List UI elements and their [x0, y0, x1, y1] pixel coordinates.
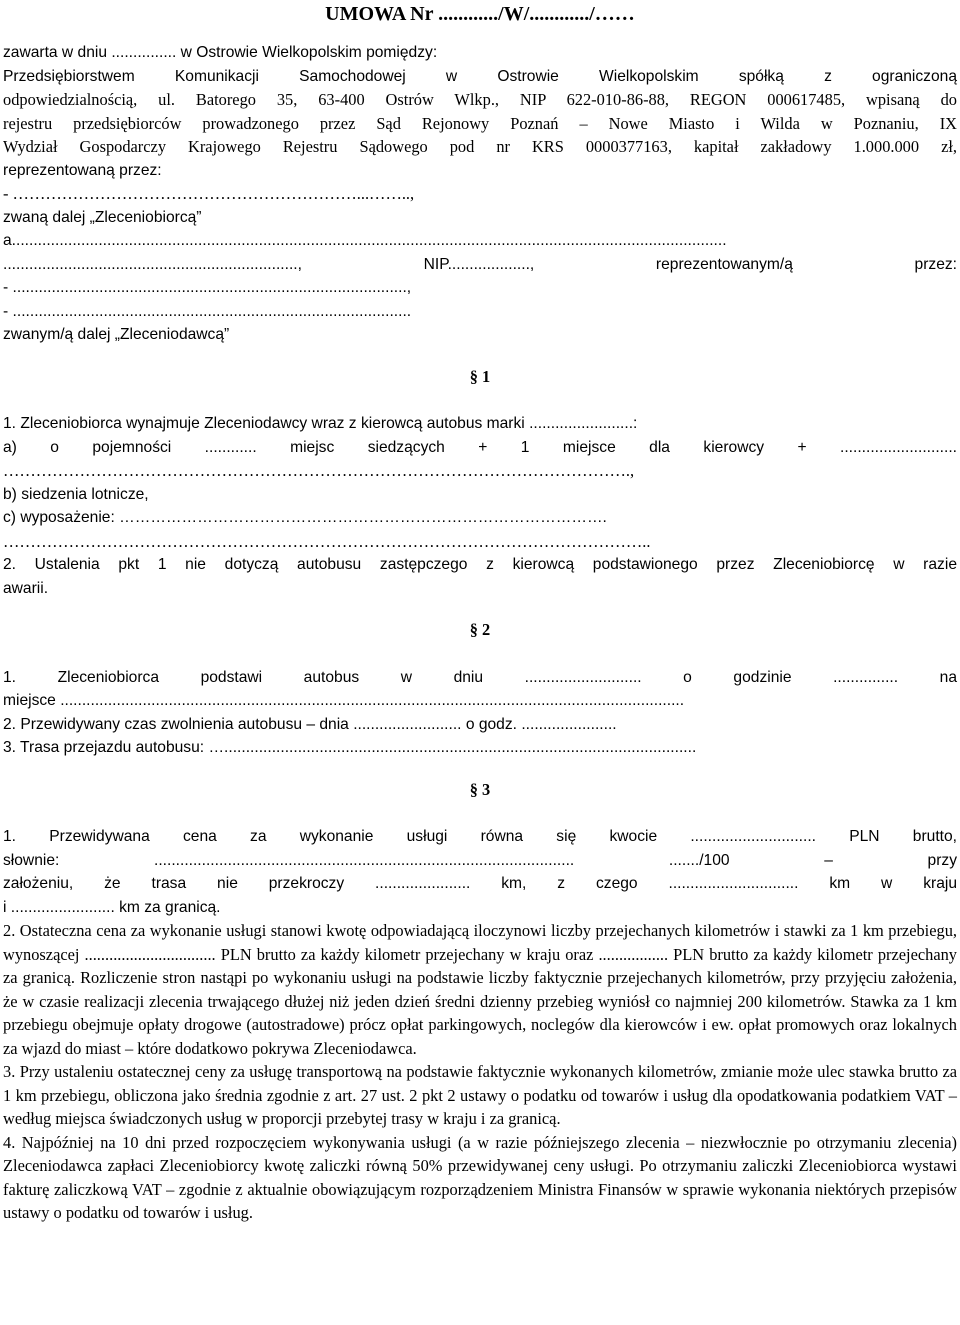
section-3: [3, 825, 957, 1225]
s1-line-2: a) o pojemności ............ miejsc siedzących + 1 miejsce dla kierowcy + ...........................: [3, 438, 957, 456]
intro-line-4: rejestru przedsiębiorców prowadzonego przez Sąd Rejonowy Poznań – Nowe Miasto i Wilda w Poznaniu, IX: [3, 113, 957, 133]
s2-line-4: 3. Trasa przejazdu autobusu: ….............................................................................................................: [3, 739, 697, 756]
s3-paragraph-4: 4. Najpóźniej na 10 dni przed rozpoczęciem wykonywania usługi (a w razie późniejszego zlecenia – niezwłocznie po otrzymaniu zlecenia) Zleceniodawca zapłaci Zleceniobiorcy kwotę zaliczki równą 50% przewidywanej ceny usługi. Po otrzymaniu zaliczki Zleceniobiorca wystawi fakturę zaliczkową VAT – zgodnie z aktualnie obowiązującym rozporządzeniem Ministra Finansów w sprawie wykonania niektórych przepisów ustawy o podatku od towarów i usług.: [3, 1132, 957, 1222]
intro-line-8: zwaną dalej „Zleceniobiorcą”: [3, 208, 202, 226]
s2-line-2: miejsce ................................................................................................................................................: [3, 692, 685, 709]
s3-paragraph-3: 3. Przy ustaleniu ostatecznej ceny za usługę transportową na podstawie faktycznie wykonanych kilometrów, zmianie może ulec stawka brutto za 1 km przebiegu, obliczona jako średnia zgodnie z art. 27 ust. 2 pkt 2 ustawy o podatku od towarów i usług dla opodatkowania podatkiem VAT – według miejsca świadczonych usług w proporcji przebytej trasy w kraju i za granicą.: [3, 1062, 957, 1128]
intro-line-10: ...................................................................., NIP..................., reprezentowanym/ą przez:: [3, 255, 957, 273]
section-1: [3, 412, 957, 600]
intro-line-6: reprezentowaną przez:: [3, 161, 162, 179]
document-title: UMOWA Nr ............/W/............/……: [325, 3, 635, 25]
intro-line-12: - ............................................................................................: [3, 302, 412, 320]
s1-line-4: b) siedzenia lotnicze,: [3, 485, 149, 503]
intro-line-3: odpowiedzialnością, ul. Batorego 35, 63-400 Ostrów Wlkp., NIP 622-010-86-88, REGON 000617485, wpisaną do: [3, 90, 957, 109]
s2-line-3: 2. Przewidywany czas zwolnienia autobusu – dnia ......................... o godz. ......................: [3, 715, 617, 733]
s3-line-2: słownie: ................................................................................................. ......./100 – przy: [3, 851, 957, 869]
s1-line-8: awarii.: [3, 579, 49, 597]
intro-line-5: Wydział Gospodarczy Krajowego Rejestru Sądowego pod nr KRS 0000377163, kapitał zakładowy 1.000.000 zł,: [3, 137, 957, 156]
intro-line-11: - ...........................................................................................,: [3, 279, 412, 296]
s3-paragraph-2: 2. Ostateczna cena za wykonanie usługi stanowi kwotę odpowiadającą iloczynowi liczby przejechanych kilometrów i stawki za 1 km przebiegu, wynoszącej ................................ PLN brutto za każdy kilometr przejechany w kraju oraz ................. PLN brutto za każdy kilometr przejechany za granicą. Rozliczenie stron nastąpi po wykonaniu usługi na podstawie liczby faktycznie przejechanych kilometrów, przy przyjęciu założenia, że w czasie realizacji zlecenia trwającego dłużej niż jeden dzień średni dzienny przebieg wyniósł co najmniej 200 kilometrów. Stawka za 1 km przebiegu obejmuje opłaty drogowe (autostradowe) prócz opłat parkingowych, noclegów dla kierowców i ew. opłat promowych oraz lokalnych za wjazd do miast – które dodatkowo pokrywa Zleceniodawca.: [3, 921, 957, 1058]
s1-line-7: 2. Ustalenia pkt 1 nie dotyczą autobusu zastępczego z kierowcą podstawionego przez Zleceniobiorcę w razie: [3, 556, 957, 573]
intro-line-9: a.....................................................................................................................................................................: [3, 232, 727, 249]
s1-line-1: 1. Zleceniobiorca wynajmuje Zleceniodawcy wraz z kierowcą autobus marki ........................:: [3, 415, 638, 432]
intro-line-13: zwanym/ą dalej „Zleceniodawcą”: [3, 326, 230, 343]
section-2-heading: § 2: [469, 620, 491, 639]
intro-line-7: - ………………………………………………………...……..,: [3, 184, 415, 203]
section-3-heading: § 3: [469, 779, 491, 799]
s3-line-1: 1. Przewidywana cena za wykonanie usługi równa się kwocie ............................. PLN brutto,: [3, 828, 957, 845]
section-2: [3, 666, 957, 760]
s3-line-4: i ........................ km za granicą.: [3, 898, 221, 916]
s1-line-6: ………………………………………………………………………………………………………..: [3, 531, 651, 551]
s2-line-1: 1. Zleceniobiorca podstawi autobus w dniu ........................... o godzinie ............... na: [3, 668, 957, 686]
s1-line-5: c) wyposażenie: ………………………………………………………………………………….: [3, 509, 607, 526]
s1-line-3: …………………………………………………………………………………………………….,: [3, 461, 635, 480]
intro-block: [3, 41, 957, 347]
intro-line-1: zawarta w dniu ............... w Ostrowie Wielkopolskim pomiędzy:: [3, 44, 438, 61]
intro-line-2: Przedsiębiorstwem Komunikacji Samochodowej w Ostrowie Wielkopolskim spółką z ograniczoną: [3, 67, 957, 85]
section-1-heading: § 1: [469, 366, 491, 386]
s3-line-3: założeniu, że trasa nie przekroczy ...................... km, z czego .............................. km w kraju: [3, 875, 957, 892]
